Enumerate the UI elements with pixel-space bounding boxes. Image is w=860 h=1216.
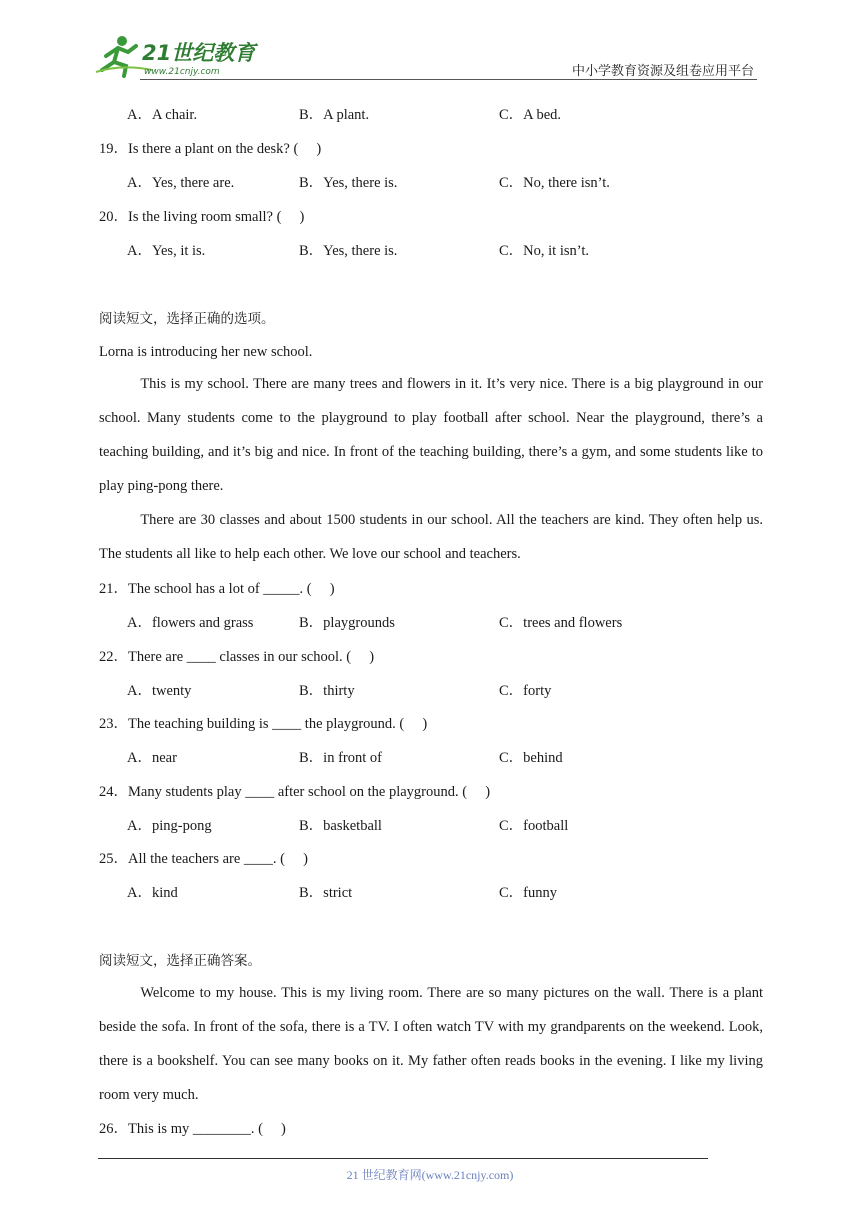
question-21: 21．The school has a lot of _____. ( ) [99,581,335,597]
question-19: 19．Is there a plant on the desk? ( ) [99,141,322,157]
passage2-instruction: 阅读短文，选择正确答案。 [99,953,261,969]
q19-option-a: A．Yes, there are. [127,175,235,191]
question-23: 23．The teaching building is ____ the playground. ( ) [99,716,428,732]
passage1-intro: Lorna is introducing her new school. [99,344,313,360]
q19-option-c: C．No, there isn’t. [499,175,610,191]
q23-option-b: B．in front of [299,750,382,766]
logo-runner-icon [92,34,262,78]
logo-text: 21世纪教育 [142,41,256,65]
q21-option-c: C．trees and flowers [499,615,623,631]
question-22: 22．There are ____ classes in our school. ( ) [99,649,375,665]
footer-divider [98,1158,708,1159]
question-20: 20．Is the living room small? ( ) [99,209,305,225]
q21-option-b: B．playgrounds [299,615,395,631]
q20-option-c: C．No, it isn’t. [499,243,589,259]
q18-option-c: C．A bed. [499,107,562,123]
q25-option-a: A．kind [127,885,178,901]
question-25: 25．All the teachers are ____. ( ) [99,851,308,867]
q22-option-b: B．thirty [299,683,355,699]
site-name: 中小学教育资源及组卷应用平台 [571,64,754,79]
q24-option-b: B．basketball [299,818,382,834]
q20-option-b: B．Yes, there is. [299,243,398,259]
q22-option-a: A．twenty [127,683,192,699]
question-24: 24．Many students play ____ after school on the playground. ( ) [99,784,491,800]
q21-option-a: A．flowers and grass [127,615,254,631]
q24-option-c: C．football [499,818,569,834]
q20-option-a: A．Yes, it is. [127,243,206,259]
passage2-paragraph-1: Welcome to my house. This is my living room. There are so many pictures on the wall. There is a plant beside the sofa. In front of the sofa, there is a TV. I often watch TV with my grandparents on the weekend. Look, there is a bookshelf. You can see many books on it. My father often reads books in the evening. I like my living room very much. [99,985,763,1103]
q18-option-b: B．A plant. [299,107,370,123]
header-divider [140,79,757,80]
q24-option-a: A．ping-pong [127,818,212,834]
q23-option-a: A．near [127,750,177,766]
page-header [0,0,860,90]
q18-option-a: A．A chair. [127,107,198,123]
q25-option-c: C．funny [499,885,557,901]
passage1-paragraph-2: There are 30 classes and about 1500 students in our school. All the teachers are kind. They often help us. The students all like to help each other. We love our school and teachers. [99,512,763,562]
q19-option-b: B．Yes, there is. [299,175,398,191]
footer-link[interactable]: 21 世纪教育网(www.21cnjy.com) [346,1168,514,1182]
passage1-instruction: 阅读短文，选择正确的选项。 [99,311,275,327]
logo-url: www.21cnjy.com [144,67,220,77]
q25-option-b: B．strict [299,885,353,901]
passage1-paragraph-1: This is my school. There are many trees and flowers in it. It’s very nice. There is a big playground in our school. Many students come to the playground to play football after school. Near the playground, there’s a teaching building, and it’s big and nice. In front of the teaching building, there’s a gym, and some students like to play ping-pong there. [99,376,763,494]
q23-option-c: C．behind [499,750,563,766]
q22-option-c: C．forty [499,683,552,699]
question-26: 26．This is my ________. ( ) [99,1121,286,1137]
logo [92,34,262,78]
